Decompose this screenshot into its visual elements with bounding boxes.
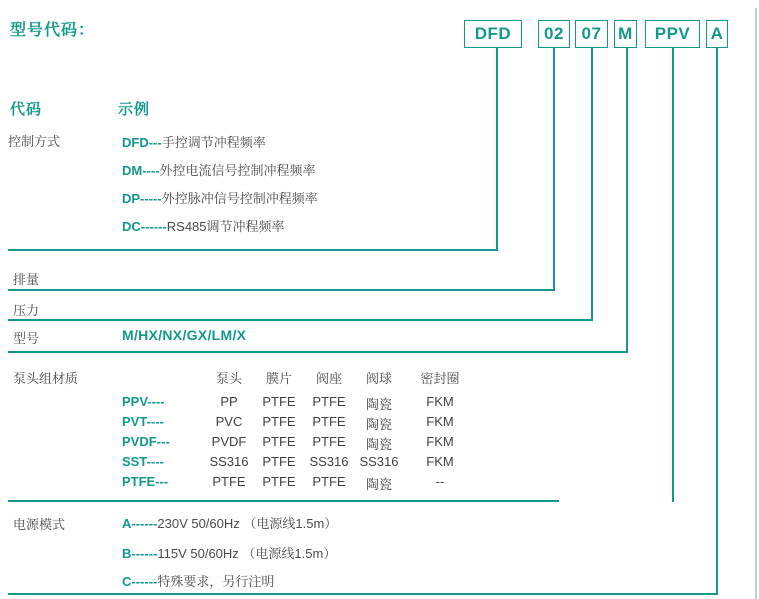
power-item-desc: 115V 50/60Hz （电源线1.5m） xyxy=(157,546,337,561)
separator-material xyxy=(8,500,559,502)
control-item-desc: 外控电流信号控制冲程频率 xyxy=(159,163,316,178)
material-cell: PTFE xyxy=(312,474,346,489)
material-cell: PTFE xyxy=(262,434,296,449)
material-cell: FKM xyxy=(426,434,454,449)
material-cell: 陶瓷 xyxy=(365,437,392,452)
separator-model xyxy=(8,351,627,353)
material-cell: FKM xyxy=(426,454,454,469)
control-item-code: DC------ xyxy=(122,219,167,234)
control-section-label: 控制方式 xyxy=(8,134,61,149)
separator-displacement xyxy=(8,289,554,291)
separator-control xyxy=(8,249,497,251)
model-section-label: 型号 xyxy=(13,331,40,346)
material-row-code: PVT---- xyxy=(122,414,164,429)
power-section-label: 电源模式 xyxy=(13,517,66,532)
pressure-section-label: 压力 xyxy=(13,303,40,318)
connector-model-line xyxy=(626,48,628,353)
material-cell: 陶瓷 xyxy=(365,397,392,412)
material-cell: 陶瓷 xyxy=(365,417,392,432)
control-item xyxy=(122,132,266,151)
power-item xyxy=(122,571,274,590)
power-item-code: B------ xyxy=(122,546,158,561)
control-item-code: DM---- xyxy=(122,163,160,178)
material-cell: SS316 xyxy=(359,454,399,469)
materials-table-header xyxy=(122,368,474,387)
model-box-control: DFD xyxy=(464,20,522,48)
material-cell: PTFE xyxy=(312,414,346,429)
material-cell: PTFE xyxy=(262,454,296,469)
page-border-right xyxy=(755,8,757,599)
material-row-code: PPV---- xyxy=(122,394,165,409)
power-item-desc: 230V 50/60Hz （电源线1.5m） xyxy=(157,516,338,531)
material-cell: PP xyxy=(220,394,238,409)
page-title: 型号代码： xyxy=(10,22,96,39)
material-cell: SS316 xyxy=(209,454,249,469)
control-item-desc: RS485调节冲程频率 xyxy=(166,219,285,234)
control-item-desc: 外控脉冲信号控制冲程频率 xyxy=(161,191,318,206)
material-cell: FKM xyxy=(426,414,454,429)
material-row-code: PTFE--- xyxy=(122,474,169,489)
material-cell: PTFE xyxy=(312,394,346,409)
separator-pressure xyxy=(8,319,592,321)
material-cell: PVC xyxy=(215,414,243,429)
connector-control-line xyxy=(496,48,498,251)
material-cell: PTFE xyxy=(262,414,296,429)
connector-power-line xyxy=(716,48,718,595)
control-item-desc: 手控调节冲程频率 xyxy=(161,135,266,150)
power-item-code: C------ xyxy=(122,574,158,589)
model-box-displacement: 02 xyxy=(538,20,570,48)
control-item xyxy=(122,160,316,179)
displacement-section-label: 排量 xyxy=(13,272,40,287)
material-cell: PTFE xyxy=(212,474,246,489)
model-box-pressure: 07 xyxy=(575,20,608,48)
materials-header-valve-seat: 阀座 xyxy=(315,371,342,386)
control-item-code: DFD--- xyxy=(122,135,162,150)
material-cell: PVDF xyxy=(211,434,247,449)
power-item xyxy=(122,543,336,562)
model-box-model: M xyxy=(614,20,637,48)
materials-section-label: 泵头组材质 xyxy=(13,371,79,386)
material-row-code: SST---- xyxy=(122,454,164,469)
material-cell: PTFE xyxy=(312,434,346,449)
materials-header-valve-ball: 阀球 xyxy=(365,371,392,386)
separator-power xyxy=(8,593,717,595)
material-cell: FKM xyxy=(426,394,454,409)
material-cell: SS316 xyxy=(309,454,349,469)
materials-header-diaphragm: 膜片 xyxy=(265,371,292,386)
control-item-code: DP----- xyxy=(122,191,162,206)
model-example-codes: M/HX/NX/GX/LM/X xyxy=(122,327,247,343)
materials-header-seal-ring: 密封圈 xyxy=(420,371,460,386)
material-cell: -- xyxy=(435,474,445,489)
materials-header-pump-head: 泵头 xyxy=(215,371,242,386)
column-header-example: 示例 xyxy=(118,101,151,118)
control-item xyxy=(122,216,285,235)
materials-table xyxy=(122,394,474,494)
material-cell: PTFE xyxy=(262,474,296,489)
power-item-code: A------ xyxy=(122,516,158,531)
column-header-code: 代码 xyxy=(10,101,43,118)
power-item xyxy=(122,513,337,532)
power-item-desc: 特殊要求，另行注明 xyxy=(157,574,275,589)
connector-displacement-line xyxy=(553,48,555,291)
model-box-power: A xyxy=(706,20,728,48)
model-box-material: PPV xyxy=(645,20,700,48)
material-cell: 陶瓷 xyxy=(365,477,392,492)
materials-header-spacer xyxy=(122,368,206,387)
control-item xyxy=(122,188,318,207)
material-row-code: PVDF--- xyxy=(122,434,170,449)
connector-pressure-line xyxy=(591,48,593,321)
connector-material-line xyxy=(672,48,674,502)
material-cell: PTFE xyxy=(262,394,296,409)
